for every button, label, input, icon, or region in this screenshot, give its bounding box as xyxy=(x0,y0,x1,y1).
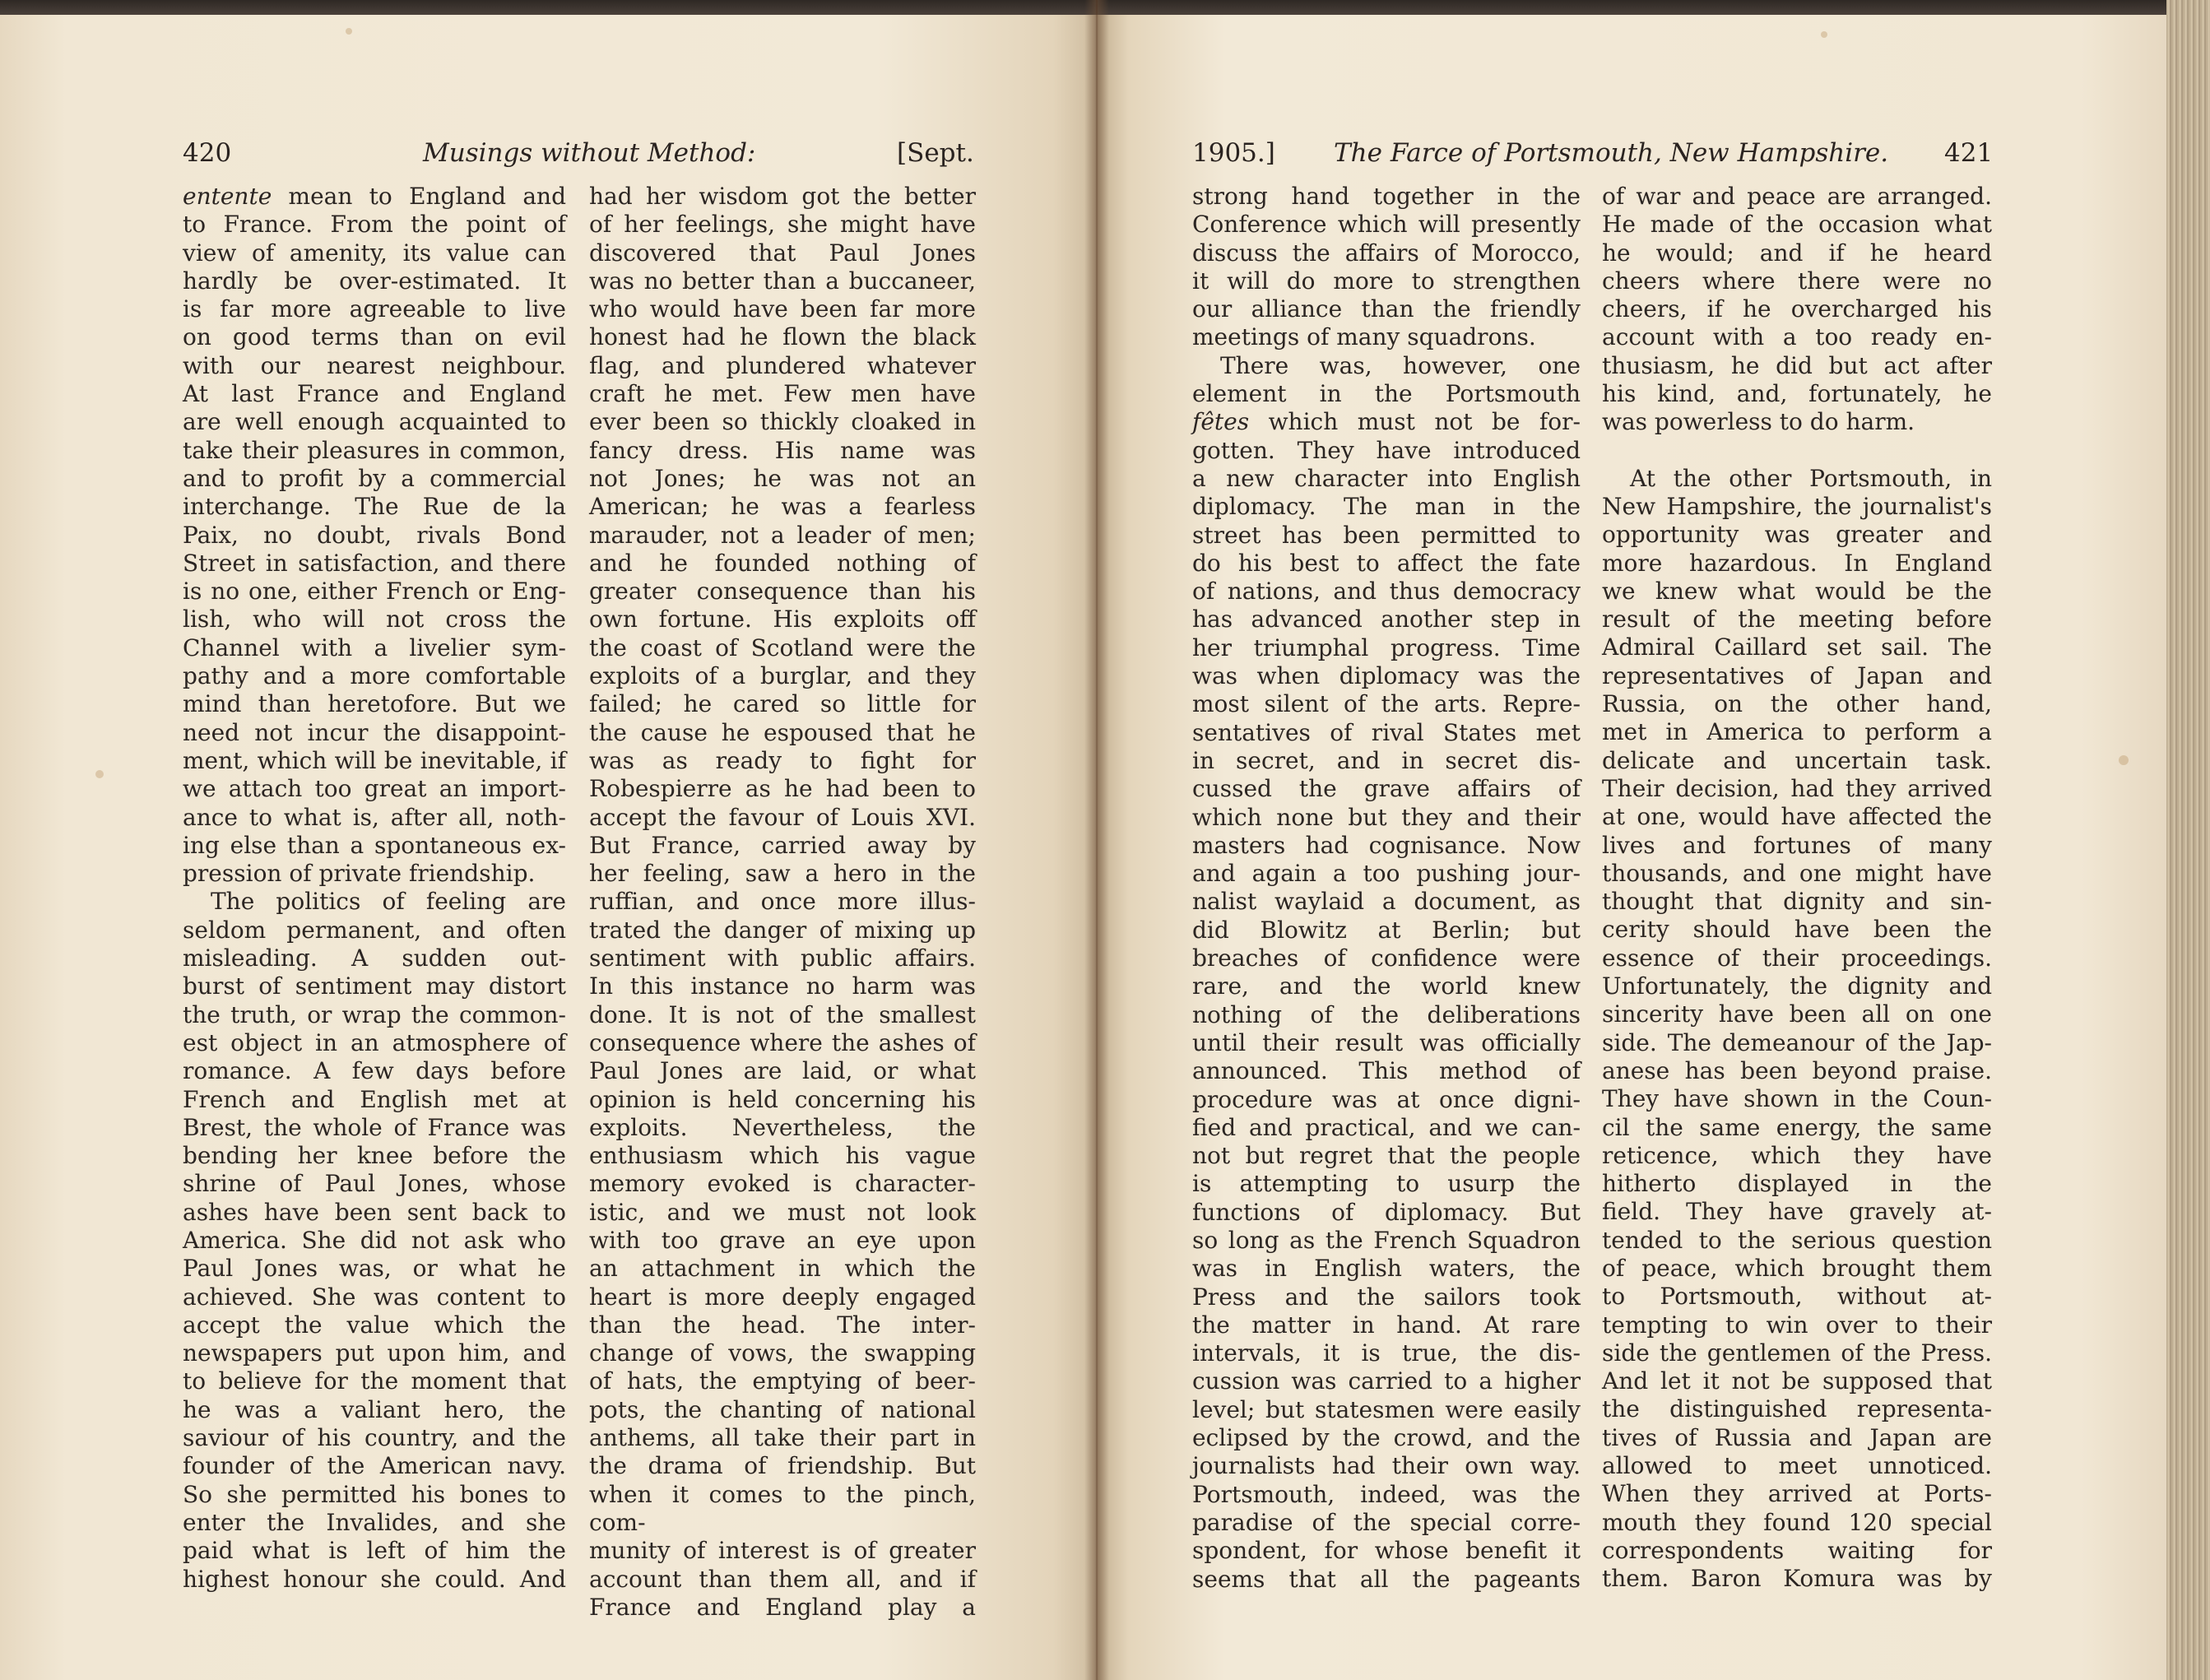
text-line: exploits. Nevertheless, the xyxy=(589,1113,976,1141)
text-line: which none but they and their xyxy=(1192,803,1581,831)
text-line: pathy and a more comfortable xyxy=(183,662,566,690)
text-line: cussed the grave affairs of xyxy=(1192,775,1581,803)
text-line: was powerless to do harm. xyxy=(1602,408,1915,436)
text-line: est object in an atmosphere of xyxy=(183,1028,566,1056)
text-line: nothing of the deliberations xyxy=(1192,1000,1581,1028)
text-line: his kind, and, fortunately, he xyxy=(1602,380,1992,408)
text-line: bending her knee before the xyxy=(183,1142,566,1170)
text-line: and again a too pushing jour- xyxy=(1192,860,1581,888)
text-line: done. It is not of the smallest xyxy=(589,1000,976,1028)
left-column-2 xyxy=(589,183,976,1622)
text-line: the matter in hand. At rare xyxy=(1192,1311,1581,1339)
text-line: most silent of the arts. Repre- xyxy=(1192,690,1581,718)
text-line: to Portsmouth, without at- xyxy=(1602,1283,1992,1311)
text-line: account with a too ready en- xyxy=(1602,323,1992,351)
text-line: Brest, the whole of France was xyxy=(183,1113,566,1141)
text-line: honest had he flown the black xyxy=(589,323,976,351)
text-line: level; but statesmen were easily xyxy=(1192,1395,1581,1423)
text-line: interchange. The Rue de la xyxy=(183,493,566,521)
text-line: When they arrived at Ports- xyxy=(1602,1480,1992,1508)
text-line: fied and practical, and we can- xyxy=(1192,1113,1581,1141)
text-line: representatives of Japan and xyxy=(1602,661,1992,689)
text-line: has advanced another step in xyxy=(1192,606,1581,633)
text-line: spondent, for whose benefit it xyxy=(1192,1537,1581,1565)
text-line: own fortune. His exploits off xyxy=(589,606,976,633)
left-running-title: Musings without Method: xyxy=(423,138,756,168)
text-line: achieved. She was content to xyxy=(183,1283,566,1311)
text-line: So she permitted his bones to xyxy=(183,1480,566,1508)
text-line: did Blowitz at Berlin; but xyxy=(1192,916,1581,944)
text-line: He made of the occasion what xyxy=(1602,211,1992,239)
text-line: was as ready to fight for xyxy=(589,746,976,774)
text-line: Press and the sailors took xyxy=(1192,1283,1581,1311)
text-line: ruffian, and once more illus- xyxy=(589,888,976,916)
text-line: accept the favour of Louis XVI. xyxy=(589,803,976,831)
right-column-2 xyxy=(1602,183,1992,1594)
text-line: highest honour she could. And xyxy=(183,1565,566,1593)
text-line: are well enough acquainted to xyxy=(183,408,566,436)
text-line: hitherto displayed in the xyxy=(1602,1170,1992,1198)
text-line: They have shown in the Coun- xyxy=(1602,1085,1992,1113)
text-line: and he founded nothing of xyxy=(589,549,976,577)
text-line: accept the value which the xyxy=(183,1311,566,1339)
text-line: Paix, no doubt, rivals Bond xyxy=(183,521,566,549)
text-line: and to profit by a commercial xyxy=(183,464,566,492)
text-line: fêtes which must not be for- xyxy=(1192,408,1581,436)
text-line: procedure was at once digni- xyxy=(1192,1085,1581,1113)
text-line: anthems, all take their part in xyxy=(589,1424,976,1452)
text-line: marauder, not a leader of men; xyxy=(589,521,976,549)
text-line: allowed to meet unnoticed. xyxy=(1602,1452,1992,1480)
text-line: shrine of Paul Jones, whose xyxy=(183,1170,566,1198)
text-line: Admiral Caillard set sail. The xyxy=(1602,633,1992,661)
text-line: lives and fortunes of many xyxy=(1602,831,1992,859)
text-line: change of vows, the swapping xyxy=(589,1339,976,1367)
right-page xyxy=(1097,15,2166,1680)
text-line: our alliance than the friendly xyxy=(1192,295,1581,323)
text-line: consequence where the ashes of xyxy=(589,1028,976,1056)
text-line: burst of sentiment may distort xyxy=(183,972,566,1000)
page-edges xyxy=(2166,0,2210,1680)
text-line: Paul Jones was, or what he xyxy=(183,1255,566,1283)
text-line: America. She did not ask who xyxy=(183,1226,566,1254)
text-line: Unfortunately, the dignity and xyxy=(1602,972,1992,1000)
text-line: in secret, and in secret dis- xyxy=(1192,746,1581,774)
text-line: was no better than a buccaneer, xyxy=(589,267,976,295)
text-line: street has been permitted to xyxy=(1192,521,1581,549)
text-line: with our nearest neighbour. xyxy=(183,351,566,379)
paper-stain xyxy=(2119,755,2129,765)
left-page xyxy=(0,15,1097,1680)
text-line: meetings of many squadrons. xyxy=(1192,323,1536,351)
text-line: discovered that Paul Jones xyxy=(589,239,976,267)
paper-stain xyxy=(95,770,104,778)
text-line: entente mean to England and xyxy=(183,183,566,210)
text-line: cerity should have been the xyxy=(1602,916,1992,944)
text-line: hardly be over-estimated. It xyxy=(183,267,566,295)
text-line: the truth, or wrap the common- xyxy=(183,1000,566,1028)
text-line: The politics of feeling are xyxy=(211,888,566,916)
text-line: side the gentlemen of the Press. xyxy=(1602,1339,1992,1367)
text-line: so long as the French Squadron xyxy=(1192,1226,1581,1254)
text-line: not Jones; he was not an xyxy=(589,464,976,492)
text-line: who would have been far more xyxy=(589,295,976,323)
text-line: tempting to win over to their xyxy=(1602,1311,1992,1339)
text-line: pression of private friendship. xyxy=(183,860,536,888)
text-line: sentiment with public affairs. xyxy=(589,944,976,972)
text-line: newspapers put upon him, and xyxy=(183,1339,566,1367)
text-line: masters had cognisance. Now xyxy=(1192,831,1581,859)
text-line: rare, and the world knew xyxy=(1192,972,1581,1000)
text-line: istic, and we must not look xyxy=(589,1198,976,1226)
text-line: had her wisdom got the better xyxy=(589,183,976,210)
text-line: he would; and if he heard xyxy=(1602,239,1992,267)
text-line: not but regret that the people xyxy=(1192,1142,1581,1170)
text-line: ashes have been sent back to xyxy=(183,1198,566,1226)
left-page-number: 420 xyxy=(183,138,232,168)
text-line: functions of diplomacy. But xyxy=(1192,1198,1581,1226)
text-line: And let it not be supposed that xyxy=(1602,1367,1992,1395)
text-line: But France, carried away by xyxy=(589,831,976,859)
text-line: pots, the chanting of national xyxy=(589,1395,976,1423)
text-line: side. The demeanour of the Jap- xyxy=(1602,1028,1992,1056)
text-line: exploits of a burglar, and they xyxy=(589,662,976,690)
text-line: flag, and plundered whatever xyxy=(589,351,976,379)
text-line: thusiasm, he did but act after xyxy=(1602,351,1992,379)
text-line: Robespierre as he had been to xyxy=(589,775,976,803)
text-line: tended to the serious question xyxy=(1602,1226,1992,1254)
text-line: her feeling, saw a hero in the xyxy=(589,860,976,888)
right-running-title: The Farce of Portsmouth, New Hampshire. xyxy=(1334,138,1889,168)
text-line: to believe for the moment that xyxy=(183,1367,566,1395)
text-line: take their pleasures in common, xyxy=(183,436,566,464)
text-line: New Hampshire, the journalist's xyxy=(1602,492,1992,520)
text-line: ing else than a spontaneous ex- xyxy=(183,831,566,859)
text-line: announced. This method of xyxy=(1192,1057,1581,1085)
text-line: a new character into English xyxy=(1192,464,1581,492)
text-line: Portsmouth, indeed, was the xyxy=(1192,1480,1581,1508)
text-line: ance to what is, after all, noth- xyxy=(183,803,566,831)
text-line: until their result was officially xyxy=(1192,1028,1581,1056)
left-column-1 xyxy=(183,183,566,1594)
text-line: delicate and uncertain task. xyxy=(1602,746,1992,774)
text-line: was when diplomacy was the xyxy=(1192,662,1581,690)
text-line: anese has been beyond praise. xyxy=(1602,1056,1992,1084)
text-line: memory evoked is character- xyxy=(589,1170,976,1198)
text-line: ever been so thickly cloaked in xyxy=(589,408,976,436)
text-line: Channel with a livelier sym- xyxy=(183,633,566,661)
text-line: field. They have gravely at- xyxy=(1602,1198,1992,1226)
text-line: cussion was carried to a higher xyxy=(1192,1367,1581,1395)
text-line: paid what is left of him the xyxy=(183,1537,566,1565)
left-date-mark: [Sept. xyxy=(897,138,974,168)
text-line: them. Baron Komura was by xyxy=(1602,1565,1992,1593)
text-line: romance. A few days before xyxy=(183,1057,566,1085)
text-line: cheers where there were no xyxy=(1602,267,1992,295)
text-line: mind than heretofore. But we xyxy=(183,690,566,718)
text-line: saviour of his country, and the xyxy=(183,1424,566,1452)
text-line: on good terms than on evil xyxy=(183,323,566,351)
text-line: the drama of friendship. But xyxy=(589,1452,976,1480)
text-line: craft he met. Few men have xyxy=(589,380,976,408)
text-line: essence of their proceedings. xyxy=(1602,944,1992,972)
text-line: American; he was a fearless xyxy=(589,493,976,521)
right-column-1 xyxy=(1192,183,1581,1594)
text-line: it will do more to strengthen xyxy=(1192,267,1581,295)
text-line: than the head. The inter- xyxy=(589,1311,976,1339)
text-line: is far more agreeable to live xyxy=(183,295,566,323)
text-line: the distinguished representa- xyxy=(1602,1395,1992,1423)
text-line: opinion is held concerning his xyxy=(589,1085,976,1113)
text-line: cheers, if he overcharged his xyxy=(1602,295,1992,323)
text-line: we knew what would be the xyxy=(1602,577,1992,605)
text-line: was in English waters, the xyxy=(1192,1255,1581,1283)
text-line: result of the meeting before xyxy=(1602,606,1992,633)
text-line: thousands, and one might have xyxy=(1602,859,1992,887)
text-line: gotten. They have introduced xyxy=(1192,436,1581,464)
text-line: heart is more deeply engaged xyxy=(589,1283,976,1311)
text-line: French and English met at xyxy=(183,1085,566,1113)
text-line: Conference which will presently xyxy=(1192,211,1581,239)
text-line: of hats, the emptying of beer- xyxy=(589,1367,976,1395)
text-line: There was, however, one xyxy=(1220,351,1581,379)
text-line: nalist waylaid a document, as xyxy=(1192,888,1581,916)
text-line: France and England play a xyxy=(589,1593,976,1621)
text-line: of war and peace are arranged. xyxy=(1602,183,1992,210)
text-line: At the other Portsmouth, in xyxy=(1630,464,1992,492)
text-line: At last France and England xyxy=(183,380,566,408)
text-line: trated the danger of mixing up xyxy=(589,916,976,944)
text-line: with too grave an eye upon xyxy=(589,1226,976,1254)
text-line: correspondents waiting for xyxy=(1602,1536,1992,1564)
text-line: journalists had their own way. xyxy=(1192,1452,1581,1480)
text-line: sincerity have been all on one xyxy=(1602,1000,1992,1028)
paper-stain xyxy=(1821,31,1827,38)
text-line: is no one, either French or Eng- xyxy=(183,578,566,606)
text-line: Russia, on the other hand, xyxy=(1602,690,1992,718)
text-line: element in the Portsmouth xyxy=(1192,380,1581,408)
text-line: we attach too great an import- xyxy=(183,775,566,803)
text-line: he was a valiant hero, the xyxy=(183,1395,566,1423)
text-line: tives of Russia and Japan are xyxy=(1602,1423,1992,1451)
text-line: enthusiasm which his vague xyxy=(589,1142,976,1170)
text-line: sentatives of rival States met xyxy=(1192,718,1581,746)
text-line: of her feelings, she might have xyxy=(589,211,976,239)
text-line: need not incur the disappoint- xyxy=(183,718,566,746)
text-line: the cause he espoused that he xyxy=(589,718,976,746)
text-line: diplomacy. The man in the xyxy=(1192,493,1581,521)
text-line: account than them all, and if xyxy=(589,1565,976,1593)
text-line: thought that dignity and sin- xyxy=(1602,888,1992,916)
text-line: enter the Invalides, and she xyxy=(183,1508,566,1536)
text-line: seems that all the pageants xyxy=(1192,1565,1581,1593)
text-line: of nations, and thus democracy xyxy=(1192,578,1581,606)
text-line: strong hand together in the xyxy=(1192,183,1581,210)
text-line: failed; he cared so little for xyxy=(589,690,976,718)
text-line: eclipsed by the crowd, and the xyxy=(1192,1424,1581,1452)
text-line: opportunity was greater and xyxy=(1602,521,1992,549)
text-line: when it comes to the pinch, com- xyxy=(589,1480,976,1536)
right-date-mark: 1905.] xyxy=(1192,138,1275,168)
text-line: at one, would have affected the xyxy=(1602,803,1992,831)
text-line: reticence, which they have xyxy=(1602,1141,1992,1169)
text-line: founder of the American navy. xyxy=(183,1452,566,1480)
text-line: to France. From the point of xyxy=(183,211,566,239)
text-line: Paul Jones are laid, or what xyxy=(589,1057,976,1085)
text-line: mouth they found 120 special xyxy=(1602,1508,1992,1536)
text-line: Street in satisfaction, and there xyxy=(183,549,566,577)
text-line: an attachment in which the xyxy=(589,1255,976,1283)
text-line: greater consequence than his xyxy=(589,578,976,606)
text-line: view of amenity, its value can xyxy=(183,239,566,267)
text-line: her triumphal progress. Time xyxy=(1192,633,1581,661)
text-line: met in America to perform a xyxy=(1602,718,1992,746)
text-line: discuss the affairs of Morocco, xyxy=(1192,239,1581,267)
text-line: breaches of confidence were xyxy=(1192,944,1581,972)
text-line: seldom permanent, and often xyxy=(183,916,566,944)
text-line: In this instance no harm was xyxy=(589,972,976,1000)
text-line: do his best to affect the fate xyxy=(1192,549,1581,577)
text-line: Their decision, had they arrived xyxy=(1602,774,1992,802)
book-gutter xyxy=(1084,0,1109,1680)
text-line: of peace, which brought them xyxy=(1602,1254,1992,1282)
text-line: lish, who will not cross the xyxy=(183,606,566,633)
text-line: misleading. A sudden out- xyxy=(183,944,566,972)
text-line: cil the same energy, the same xyxy=(1602,1113,1992,1141)
text-line: intervals, it is true, the dis- xyxy=(1192,1339,1581,1367)
text-line: is attempting to usurp the xyxy=(1192,1170,1581,1198)
text-line: paradise of the special corre- xyxy=(1192,1508,1581,1536)
text-line: fancy dress. His name was xyxy=(589,436,976,464)
text-line: ment, which will be inevitable, if xyxy=(183,746,566,774)
text-line: more hazardous. In England xyxy=(1602,549,1992,577)
paper-stain xyxy=(346,28,352,35)
right-page-number: 421 xyxy=(1944,138,1994,168)
text-line: munity of interest is of greater xyxy=(589,1537,976,1565)
text-line: the coast of Scotland were the xyxy=(589,633,976,661)
